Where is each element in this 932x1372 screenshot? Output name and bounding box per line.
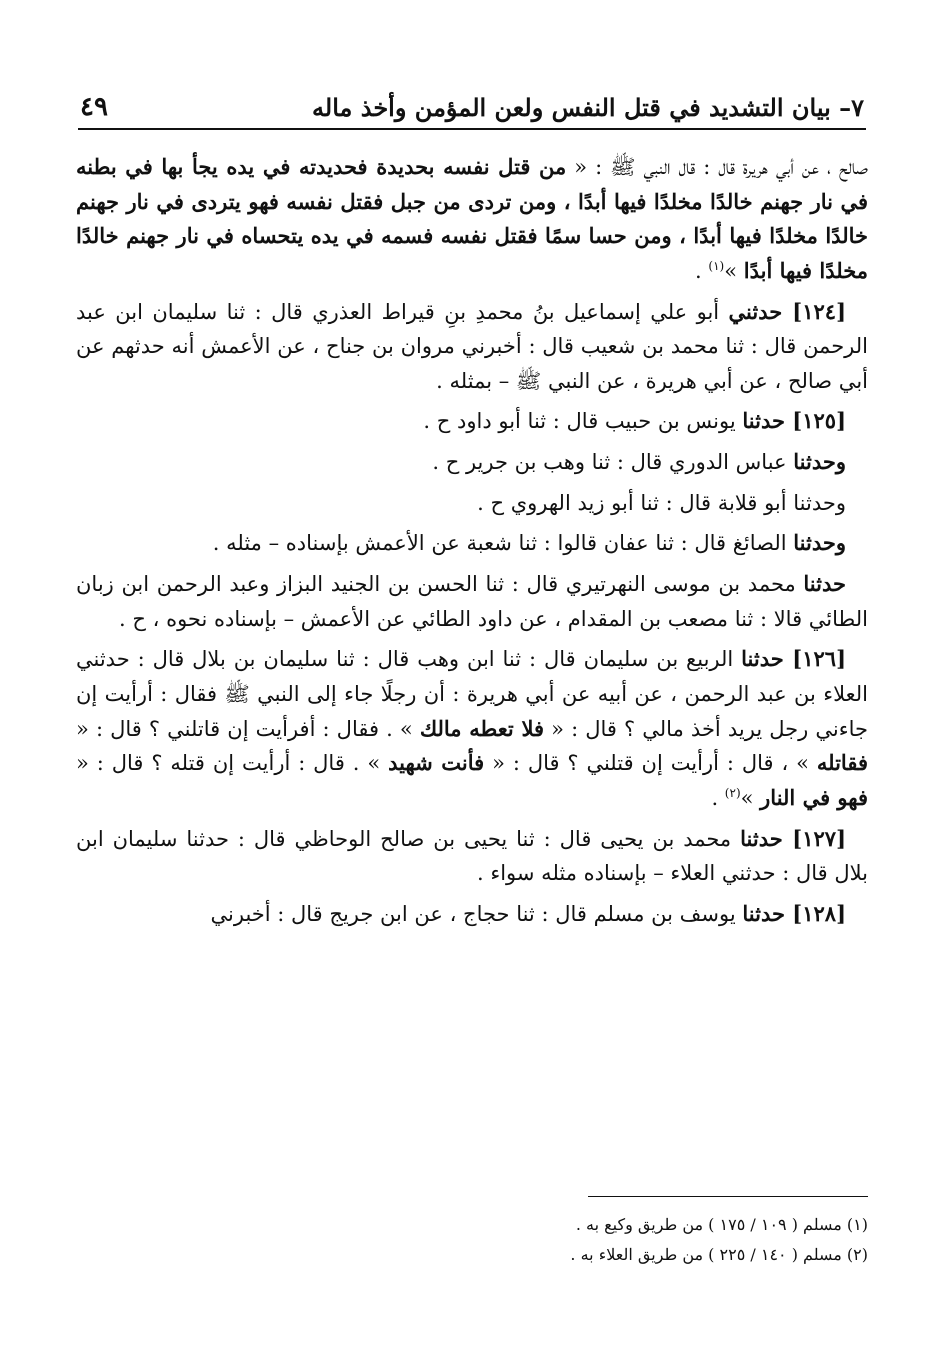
hadith-paragraph — [76, 526, 868, 561]
hadith-paragraph — [76, 822, 868, 891]
text-segment: . — [695, 258, 709, 283]
bold-text: من قتل نفسه بحديدة فحديدته في يده يجأ بها في بطنه في نار جهنم خالدًا مخلدًا فيها أبدًا ، ومن تردى من جبل فقتل نفسه فهو يتردى في نار جهنم خالدًا مخلدًا فيها أبدًا ، ومن حسا سمًا فقتل نفسه فسمه في يده يتحساه في نار جهنم خالدًا مخلدًا فيها أبدًا — [76, 154, 868, 283]
chapter-title: ٧– بيان التشديد في قتل النفس ولعن المؤمن وأخذ ماله — [312, 93, 864, 122]
hadith-paragraph — [76, 295, 868, 399]
hadith-paragraph — [76, 445, 868, 480]
bold-text: وحدثنا — [793, 530, 846, 556]
bold-text: فهو في النار — [760, 784, 868, 810]
hadith-paragraph — [76, 486, 868, 521]
text-segment: » ، قال : أرأيت إن قتلني ؟ قال : « — [484, 751, 817, 776]
text-segment: محمد بن موسى النهرتيري قال : ثنا الحسن بن الجنيد البزاز وعبد الرحمن ابن زبان الطائي قالا : ثنا مصعب بن المقدام ، عن داود الطائي عن الأعمش – بإسناده نحوه ، ح . — [76, 572, 868, 631]
bold-text: فلا تعطه مالك — [419, 715, 545, 741]
footnotes — [300, 1210, 868, 1269]
bold-text: فأنت شهيد — [388, 750, 485, 776]
text-segment: وحدثنا أبو قلابة قال : ثنا أبو زيد الهروي ح . — [477, 490, 846, 515]
footnote-1: (١) مسلم ( ١٠٩ / ١٧٥ ) من طريق وكيع به . — [575, 1215, 868, 1234]
bold-text: [١٢٤] حدثني — [728, 298, 846, 324]
hadith-paragraph — [76, 150, 868, 289]
hadith-paragraph — [76, 567, 868, 636]
text-segment: عباس الدوري قال : ثنا وهب بن جرير ح . — [432, 450, 794, 475]
text-segment: صالح ، عن أبي هريرة قال : قال النبي ﷺ : « — [566, 155, 869, 179]
bold-text: [١٢٨] حدثنا — [742, 900, 846, 926]
text-segment: يوسف بن مسلم قال : ثنا حجاج ، عن ابن جريج قال : أخبرني — [210, 901, 743, 926]
hadith-paragraph — [76, 642, 868, 815]
header-divider — [78, 128, 866, 130]
bold-text: [١٢٥] حدثنا — [742, 408, 846, 434]
text-segment: » — [724, 258, 744, 283]
main-text — [76, 150, 868, 937]
footnote-ref: (١) — [708, 258, 725, 273]
text-segment: » . قال : أرأيت إن قتله ؟ قال : « — [76, 751, 389, 776]
bold-text: وحدثنا — [793, 449, 846, 475]
footnote-2: (٢) مسلم ( ١٤٠ / ٢٢٥ ) من طريق العلاء به . — [570, 1244, 868, 1264]
hadith-paragraph — [76, 404, 868, 439]
text-segment: الربيع بن سليمان قال : ثنا ابن وهب قال : ثنا سليمان بن بلال قال : حدثني العلاء بن عبد الرحمن ، عن أبيه عن أبي هريرة : أن رجلًا جاء إلى النبي ﷺ فقال : أرأيت إن جاءني رجل يريد أخذ مالي ؟ قال : « — [76, 647, 868, 741]
text-segment: . — [711, 785, 725, 810]
bold-text: [١٢٦] حدثنا — [741, 646, 846, 672]
page-number: ٤٩ — [80, 92, 108, 122]
text-segment: » — [740, 785, 761, 810]
bold-text: [١٢٧] حدثنا — [740, 825, 846, 851]
footnote-ref: (٢) — [724, 785, 741, 800]
text-segment: أبو علي إسماعيل بنُ محمدِ بنِ قيراط العذري قال : ثنا سليمان ابن عبد الرحمن قال : ثنا محمد بن شعيب قال : أخبرني مروان بن جناح ، عن الأعمش أنه حدثهم عن أبي صالح ، عن أبي هريرة ، عن النبي ﷺ – بمثله . — [76, 299, 868, 393]
text-segment: محمد بن يحيى قال : ثنا يحيى بن صالح الوحاظي قال : حدثنا سليمان ابن بلال قال : حدثني العلاء – بإسناده مثله سواء . — [76, 826, 868, 886]
footnote-divider — [588, 1196, 868, 1197]
bold-text: حدثنا — [803, 571, 846, 597]
bold-text: فقاتله — [816, 750, 868, 776]
text-segment: يونس بن حبيب قال : ثنا أبو داود ح . — [423, 409, 743, 434]
hadith-paragraph — [76, 897, 868, 932]
text-segment: الصائغ قال : ثنا عفان قالوا : ثنا شعبة عن الأعمش بإسناده – مثله . — [212, 531, 794, 556]
page-header — [80, 82, 864, 122]
text-segment: » . فقال : أفرأيت إن قاتلني ؟ قال : « — [76, 716, 420, 741]
